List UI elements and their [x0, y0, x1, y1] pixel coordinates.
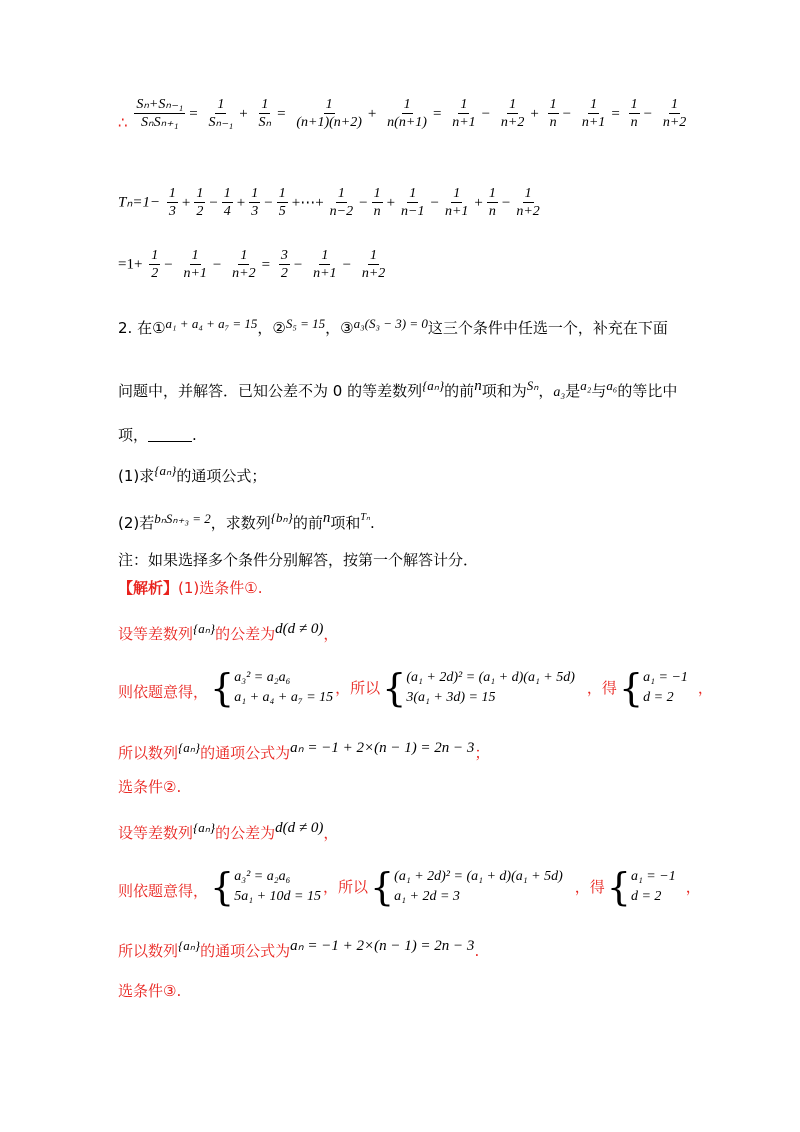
text: 的通项公式；: [176, 467, 267, 485]
tn-lead: Tₙ=1−: [118, 194, 161, 211]
s2-title: [118, 776, 181, 798]
text: ，: [323, 824, 339, 842]
condition-1: a₁ + a₄ + a₇ = 15: [165, 316, 258, 331]
fraction: $\frac{1}{n}$: [630, 97, 638, 130]
condition-3: a₃(S₃ − 3) = 0: [353, 316, 428, 331]
text: 选条件③.: [118, 982, 182, 1000]
s2-setup: [118, 817, 338, 844]
variable-a2: a₂: [580, 378, 592, 393]
text: .: [192, 426, 197, 444]
fraction: $\frac{1}{n}$: [373, 186, 381, 219]
answer-blank: [148, 427, 192, 442]
variable-n: n: [322, 510, 331, 526]
general-term-formula: aₙ = −1 + 2×(n − 1) = 2n − 3: [290, 938, 475, 954]
condition-2: S₅ = 15: [285, 316, 326, 331]
text: ，得: [586, 679, 617, 697]
equation-system: { (a₁ + 2d)² = (a₁ + d)(a₁ + 5d) a₁ + 2d = 3: [369, 865, 563, 909]
condition-bn: bₙSₙ₊₃ = 2: [154, 511, 211, 526]
fraction: $\frac{1}{3}$: [168, 186, 176, 219]
s1-conclusion: [118, 737, 489, 764]
sequence-bn: {bₙ}: [270, 510, 293, 525]
fraction: $\frac{1}{\text{Sₙ}}$: [258, 97, 272, 130]
variable-sn: Sₙ: [526, 378, 539, 393]
text: (2)若: [118, 514, 155, 532]
operator: +: [386, 194, 396, 211]
fraction: $\frac{3}{2}$: [280, 248, 288, 281]
common-difference: d(d ≠ 0): [275, 621, 324, 637]
problem2-line3: [118, 424, 197, 446]
fraction: $\frac{1}{3}$: [251, 186, 259, 219]
separator: ，②: [257, 319, 286, 337]
fraction: $\frac{1}{n(n+1)}$: [387, 97, 427, 130]
note: [118, 549, 478, 571]
variable-a6: a₆: [606, 378, 618, 393]
text: 与: [591, 382, 607, 400]
s2-conclusion: [118, 935, 479, 962]
fraction: $\frac{1}{n}$: [549, 97, 557, 130]
problem2-line2: [118, 375, 677, 404]
question-1: [118, 460, 266, 487]
problem2-suffix: 这三个条件中任选一个，补充在下面: [427, 319, 668, 337]
text: 所以数列: [118, 942, 179, 960]
fraction: $\frac{1}{2}$: [151, 248, 159, 281]
fraction: $\frac{1}{n-2}$: [329, 186, 354, 219]
text: 的前: [292, 514, 323, 532]
sequence-an: {aₙ}: [178, 740, 201, 755]
fraction: $\frac{1}{n+2}$: [232, 248, 256, 281]
fraction: $\frac{1}{n+2}$: [361, 248, 386, 281]
tn-sum-equation: [118, 185, 544, 220]
therefore-symbol: ∴: [118, 115, 128, 132]
question-2: [118, 507, 375, 534]
sequence-an: {aₙ}: [193, 621, 216, 636]
equation-system: { a₁ = −1 d = 2: [606, 865, 676, 909]
operator: +⋯+: [291, 194, 324, 211]
fraction: $\frac{1}{\text{Sₙ₋₁}}$: [208, 97, 234, 130]
text: 设等差数列: [118, 625, 194, 643]
fraction: $\frac{\text{Sₙ+Sₙ₋₁}}{\text{SₙSₙ₊₁}}$: [136, 97, 184, 130]
text: 的公差为: [215, 625, 276, 643]
operator: −: [430, 194, 439, 211]
operator: −: [359, 194, 368, 211]
solution-heading: [118, 577, 262, 599]
text: 的公差为: [215, 824, 276, 842]
note-text: 注：如果选择多个条件分别解答，按第一个解答计分．: [118, 551, 479, 569]
text: ，所以: [335, 679, 381, 697]
variable-n: n: [474, 378, 482, 394]
fraction: $\frac{1}{n+2}$: [500, 97, 525, 130]
text: ，求数列: [210, 514, 271, 532]
problem2-line1: [118, 313, 668, 339]
text: ；: [474, 744, 490, 762]
s2-system-line: [118, 862, 701, 912]
s3-title: [118, 980, 181, 1002]
operator: +: [236, 194, 246, 211]
sequence-an: {aₙ}: [422, 378, 445, 393]
fraction: $\frac{1}{n+1}$: [452, 97, 476, 130]
general-term-formula: aₙ = −1 + 2×(n − 1) = 2n − 3: [290, 740, 475, 756]
equation-system: { (a₁ + 2d)² = (a₁ + d)(a₁ + 5d) 3(a₁ + 3d) = 15: [382, 666, 575, 710]
text: 设等差数列: [118, 824, 194, 842]
separator: ，③: [325, 319, 354, 337]
text: ，: [697, 679, 713, 697]
fraction: $\frac{1}{2}$: [196, 186, 204, 219]
operator: +: [474, 194, 483, 211]
text: .: [369, 514, 375, 532]
fraction: $\frac{1}{n+1}$: [581, 97, 606, 130]
sequence-an: {aₙ}: [154, 463, 177, 478]
variable-tn: Tₙ: [360, 512, 370, 523]
text: (1)求: [118, 467, 155, 485]
operator: −: [209, 194, 218, 211]
fraction: $\frac{1}{5}$: [278, 186, 286, 219]
fraction: $\frac{1}{n-1}$: [401, 186, 425, 219]
text: 项和: [330, 514, 361, 532]
fraction: $\frac{1}{(n+1)(n+2)}$: [296, 97, 362, 130]
text: .: [474, 942, 480, 960]
text: 的通项公式为: [200, 942, 291, 960]
tn-result-lead: =1+: [118, 256, 143, 273]
solution-label: 【解析】: [118, 579, 179, 597]
text: (1)选条件①.: [178, 579, 263, 597]
text: 所以数列: [118, 744, 179, 762]
text: ，: [685, 878, 701, 896]
fraction: $\frac{1}{n+1}$: [313, 248, 337, 281]
operator: +: [181, 194, 191, 211]
fraction: $\frac{1}{n+2}$: [662, 97, 687, 130]
text: 的等比中: [617, 382, 678, 400]
s1-setup: [118, 618, 338, 645]
sequence-an: {aₙ}: [178, 938, 201, 953]
text: 则依题意得，: [118, 882, 209, 900]
text: 则依题意得，: [118, 683, 209, 701]
fraction: $\frac{1}{n}$: [488, 186, 496, 219]
text: 的前: [444, 382, 475, 400]
fraction: $\frac{1}{n+2}$: [516, 186, 540, 219]
variable-a3: a₃: [553, 385, 566, 400]
sequence-an: {aₙ}: [193, 820, 216, 835]
text: 是: [565, 382, 581, 400]
text: 选条件②.: [118, 778, 182, 796]
tn-result-equation: =1+ $\frac{1}{2}$ − $\frac{1}{n+1}$ − $\frac{1}{n+2}$ = $\frac{3}{2}$ − $\frac{1}{n+1}$ − $\frac{1}{n+2}$: [118, 248, 386, 281]
operator: −: [501, 194, 511, 211]
text: 问题中，并解答．已知公差不为 0 的等差数列: [118, 382, 423, 400]
text: ，所以: [322, 878, 368, 896]
text: ，: [538, 382, 554, 400]
fraction: $\frac{1}{n+1}$: [183, 248, 207, 281]
equation-system: { a₃² = a₂a₆ 5a₁ + 10d = 15: [210, 865, 321, 909]
text: ，: [323, 625, 339, 643]
fraction: $\frac{1}{4}$: [223, 186, 231, 219]
text: 的通项公式为: [200, 744, 291, 762]
s1-system-line: [118, 663, 713, 713]
operator: −: [264, 194, 273, 211]
text: 项，: [118, 426, 149, 444]
therefore-equation: ∴ $\frac{\text{Sₙ+Sₙ₋₁}}{\text{SₙSₙ₊₁}}$ = $\frac{1}{\text{Sₙ₋₁}}$ + $\frac{1}{\text{Sₙ}}$ = $\frac{1}{(n+1)(n+2)}$ + $\frac{1}{n(n+1)}$ = $\frac{1}{n+1}$ − $\frac{1}{n+2}$ + $\frac{1}{n}$ − $\frac{1}{n+1}$ = $\frac{1}{n}$ − $\frac{1}{n+2}$: [118, 97, 687, 132]
equation-system: { a₃² = a₂a₆ a₁ + a₄ + a₇ = 15: [210, 666, 334, 710]
text: ，得: [574, 878, 605, 896]
equation-system: { a₁ = −1 d = 2: [618, 666, 688, 710]
problem2-prefix: 2. 在①: [118, 319, 166, 337]
fraction: $\frac{1}{n+1}$: [444, 186, 469, 219]
text: 项和为: [481, 382, 527, 400]
common-difference: d(d ≠ 0): [275, 820, 324, 836]
